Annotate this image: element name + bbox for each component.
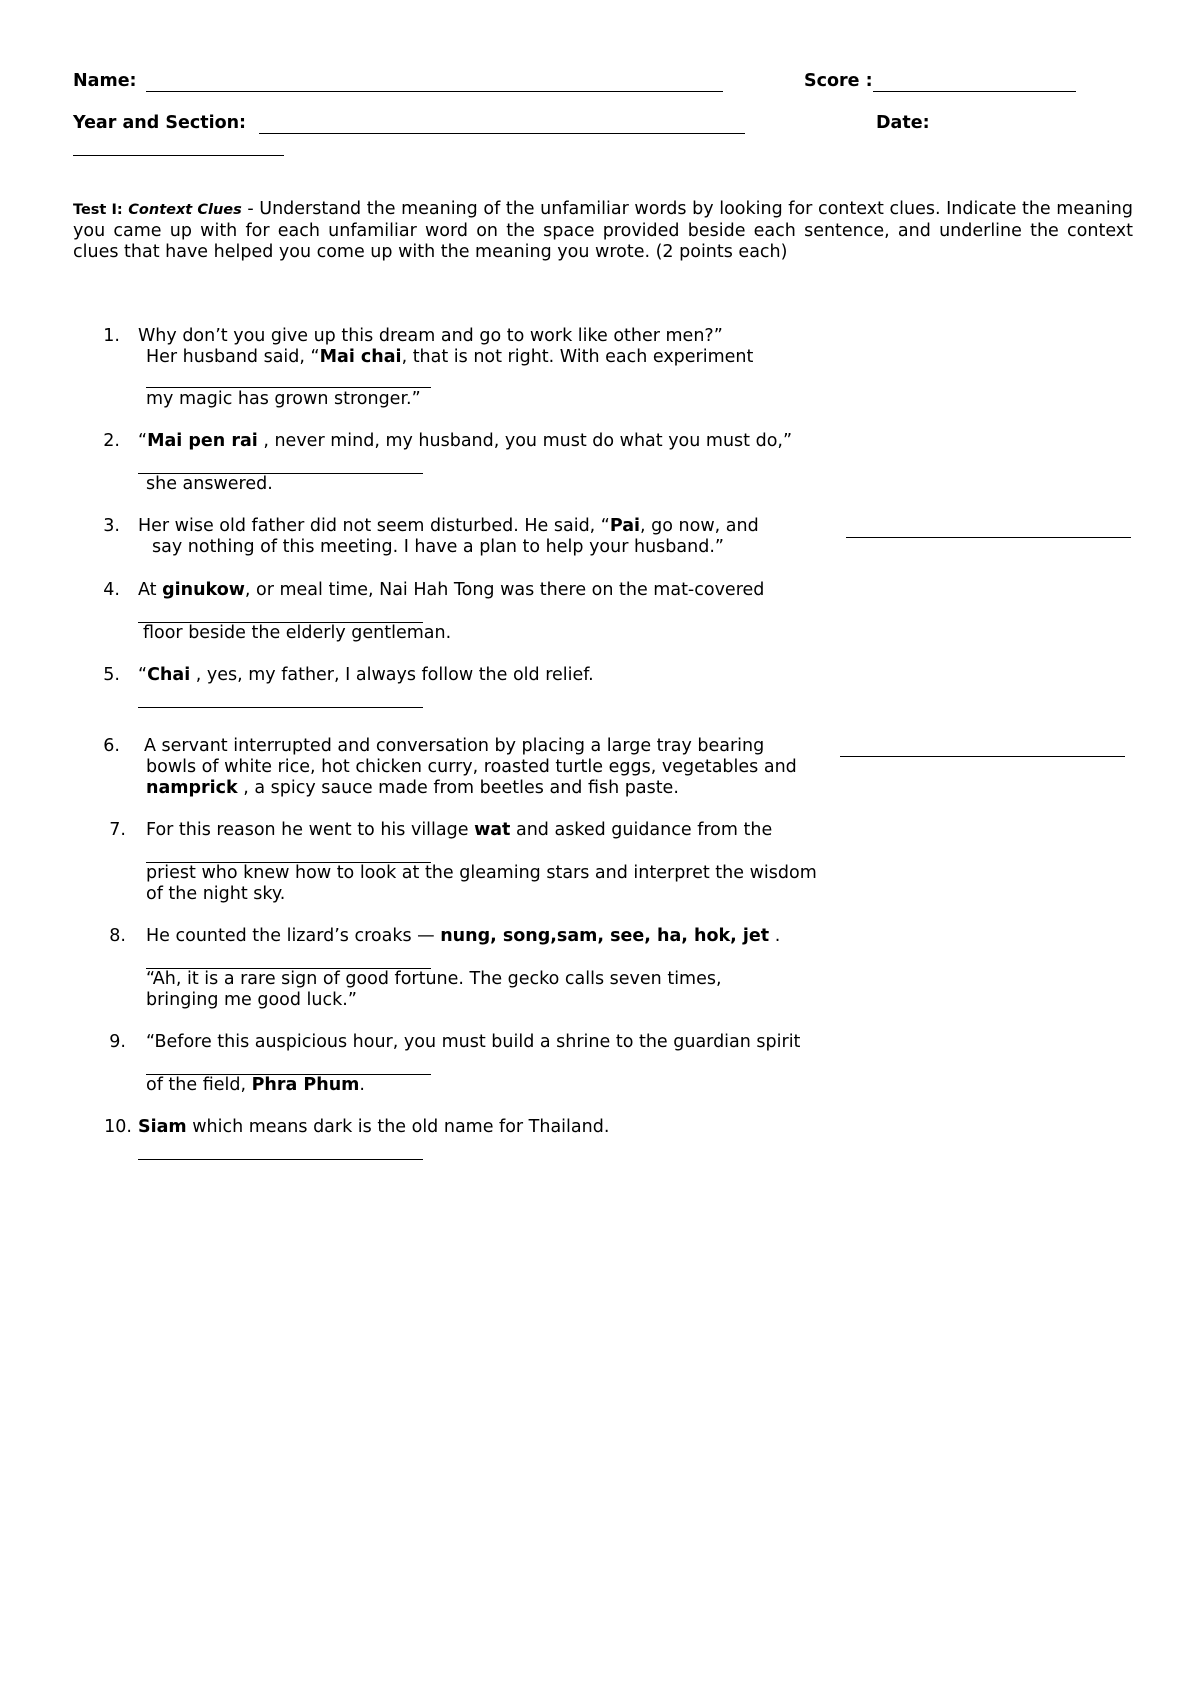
target-word: ginukow xyxy=(162,580,245,600)
item-8-line-3: bringing me good luck.” xyxy=(146,990,357,1010)
test-label: Test I: xyxy=(73,202,123,218)
target-word: Pai xyxy=(609,516,641,536)
item-4-line-2: floor beside the elderly gentleman. xyxy=(143,623,452,643)
name-field[interactable] xyxy=(146,91,723,92)
date-field[interactable] xyxy=(73,155,284,156)
item-8-line-2: “Ah, it is a rare sign of good fortune. The gecko calls seven times, xyxy=(146,969,722,989)
item-6-line-1: A servant interrupted and conversation by placing a large tray bearing xyxy=(144,736,765,756)
item-8-line-1: He counted the lizard’s croaks — nung, song,sam, see, ha, hok, jet . xyxy=(146,926,781,946)
item-number: 8. xyxy=(109,926,126,946)
item-10-line-1: Siam which means dark is the old name for Thailand. xyxy=(138,1117,610,1137)
item-5-line-1: “Chai , yes, my father, I always follow the old relief. xyxy=(138,665,594,685)
score-field[interactable] xyxy=(873,91,1076,92)
target-word: nung, song,sam, see, ha, hok, jet xyxy=(440,926,770,946)
answer-line[interactable] xyxy=(840,756,1125,757)
item-3-line-2: say nothing of this meeting. I have a plan to help your husband.” xyxy=(152,537,724,557)
item-6-line-2: bowls of white rice, hot chicken curry, roasted turtle eggs, vegetables and xyxy=(146,757,797,777)
year-section-field[interactable] xyxy=(259,133,745,134)
target-word: Chai xyxy=(147,665,191,685)
item-number: 4. xyxy=(103,580,120,600)
item-number: 10. xyxy=(104,1117,132,1137)
item-number: 9. xyxy=(109,1032,126,1052)
item-2-line-1: “Mai pen rai , never mind, my husband, you must do what you must do,” xyxy=(138,431,793,451)
answer-line[interactable] xyxy=(846,537,1131,538)
item-1-line-3: my magic has grown stronger.” xyxy=(146,389,421,409)
item-7-line-3: of the night sky. xyxy=(146,884,286,904)
item-number: 6. xyxy=(103,736,120,756)
answer-line[interactable] xyxy=(138,1159,423,1160)
target-word: Mai pen rai xyxy=(147,431,258,451)
date-label: Date: xyxy=(876,113,930,133)
item-9-line-2: of the field, Phra Phum. xyxy=(146,1075,365,1095)
item-2-line-2: she answered. xyxy=(146,474,273,494)
score-label: Score : xyxy=(804,71,873,91)
item-number: 7. xyxy=(109,820,126,840)
instructions-text: - Understand the meaning of the unfamiliar words by looking for context clues. Indicate the meaning you came up with for each unfamiliar word on the space provided beside each sentence, and underline the context clues that have helped you come up with the meaning you wrote. (2 points each) xyxy=(73,199,1133,262)
item-number: 3. xyxy=(103,516,120,536)
item-9-line-1: “Before this auspicious hour, you must build a shrine to the guardian spirit xyxy=(146,1032,801,1052)
item-4-line-1: At ginukow, or meal time, Nai Hah Tong was there on the mat-covered xyxy=(138,580,765,600)
answer-line[interactable] xyxy=(146,387,431,388)
answer-line[interactable] xyxy=(138,707,423,708)
target-word: Phra Phum xyxy=(251,1075,360,1095)
instructions xyxy=(73,199,1133,263)
item-number: 5. xyxy=(103,665,120,685)
item-7-line-1: For this reason he went to his village wat and asked guidance from the xyxy=(146,820,773,840)
item-7-line-2: priest who knew how to look at the gleaming stars and interpret the wisdom xyxy=(146,863,817,883)
item-1-line-1: Why don’t you give up this dream and go to work like other men?” xyxy=(138,326,723,346)
target-word: wat xyxy=(474,820,511,840)
name-label: Name: xyxy=(73,71,137,91)
target-word: Siam xyxy=(138,1117,187,1137)
target-word: Mai chai xyxy=(319,347,402,367)
item-1-line-2: Her husband said, “Mai chai, that is not right. With each experiment xyxy=(146,347,754,367)
item-number: 2. xyxy=(103,431,120,451)
year-section-label: Year and Section: xyxy=(73,113,247,133)
item-6-line-3: namprick , a spicy sauce made from beetles and fish paste. xyxy=(146,778,679,798)
item-3-line-1: Her wise old father did not seem disturbed. He said, “Pai, go now, and xyxy=(138,516,759,536)
test-title: Context Clues xyxy=(128,202,242,218)
target-word: namprick xyxy=(146,778,238,798)
item-number: 1. xyxy=(103,326,120,346)
